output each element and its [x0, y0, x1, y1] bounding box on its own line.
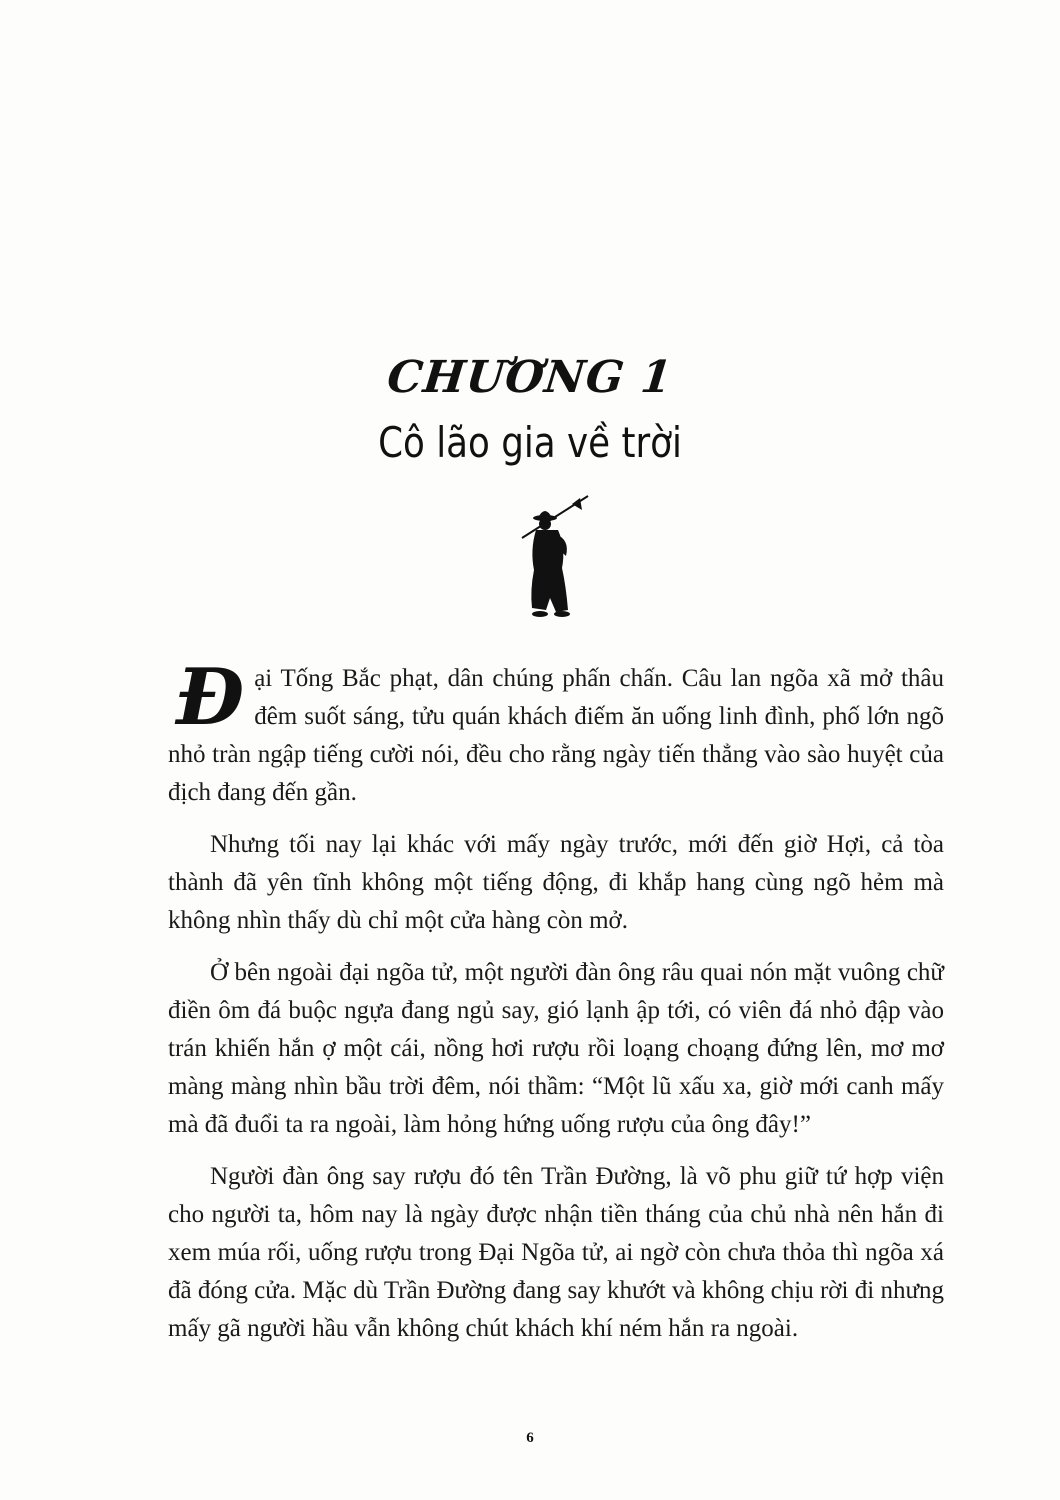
- paragraph-4: Người đàn ông say rượu đó tên Trần Đường, là võ phu giữ tứ hợp viện cho người ta, hôm nay là ngày được nhận tiền tháng của chủ nhà nên hắn đi xem múa rối, uống rượu trong Đại Ngõa tử, ai ngờ còn chưa thỏa thì ngõa xá đã đóng cửa. Mặc dù Trần Đường đang say khướt và không chịu rời đi nhưng mấy gã người hầu vẫn không chút khách khí ném hắn ra ngoài.: [168, 1163, 944, 1342]
- chapter-title: Cô lão gia về trời: [378, 418, 682, 467]
- chapter-label: CHƯƠNG 1: [384, 352, 676, 403]
- paragraph-1: [168, 652, 944, 812]
- paragraph-1-text: ại Tống Bắc phạt, dân chúng phấn chấn. Câu lan ngõa xã mở thâu đêm suốt sáng, tửu quán khách điếm ăn uống linh đình, phố lớn ngõ nhỏ tràn ngập tiếng cười nói, đều cho rằng ngày tiến thẳng vào sào huyệt của địch đang đến gần.: [168, 665, 944, 806]
- drop-cap: Đ: [176, 652, 245, 743]
- warrior-illustration: [500, 490, 600, 630]
- body-text: [168, 652, 944, 1362]
- paragraph-3: Ở bên ngoài đại ngõa tử, một người đàn ông râu quai nón mặt vuông chữ điền ôm đá buộc ngựa đang ngủ say, gió lạnh ập tới, có viên đá nhỏ đập vào trán khiến hắn ợ một cái, nồng hơi rượu rồi loạng choạng đứng lên, mơ mơ màng màng nhìn bầu trời đêm, nói thầm: “Một lũ xấu xa, giờ mới canh mấy mà đã đuổi ta ra ngoài, làm hỏng hứng uống rượu của ông đây!”: [168, 959, 944, 1138]
- page-number: 6: [526, 1430, 534, 1446]
- paragraph-2: Nhưng tối nay lại khác với mấy ngày trước, mới đến giờ Hợi, cả tòa thành đã yên tĩnh không một tiếng động, đi khắp hang cùng ngõ hẻm mà không nhìn thấy dù chỉ một cửa hàng còn mở.: [168, 831, 944, 934]
